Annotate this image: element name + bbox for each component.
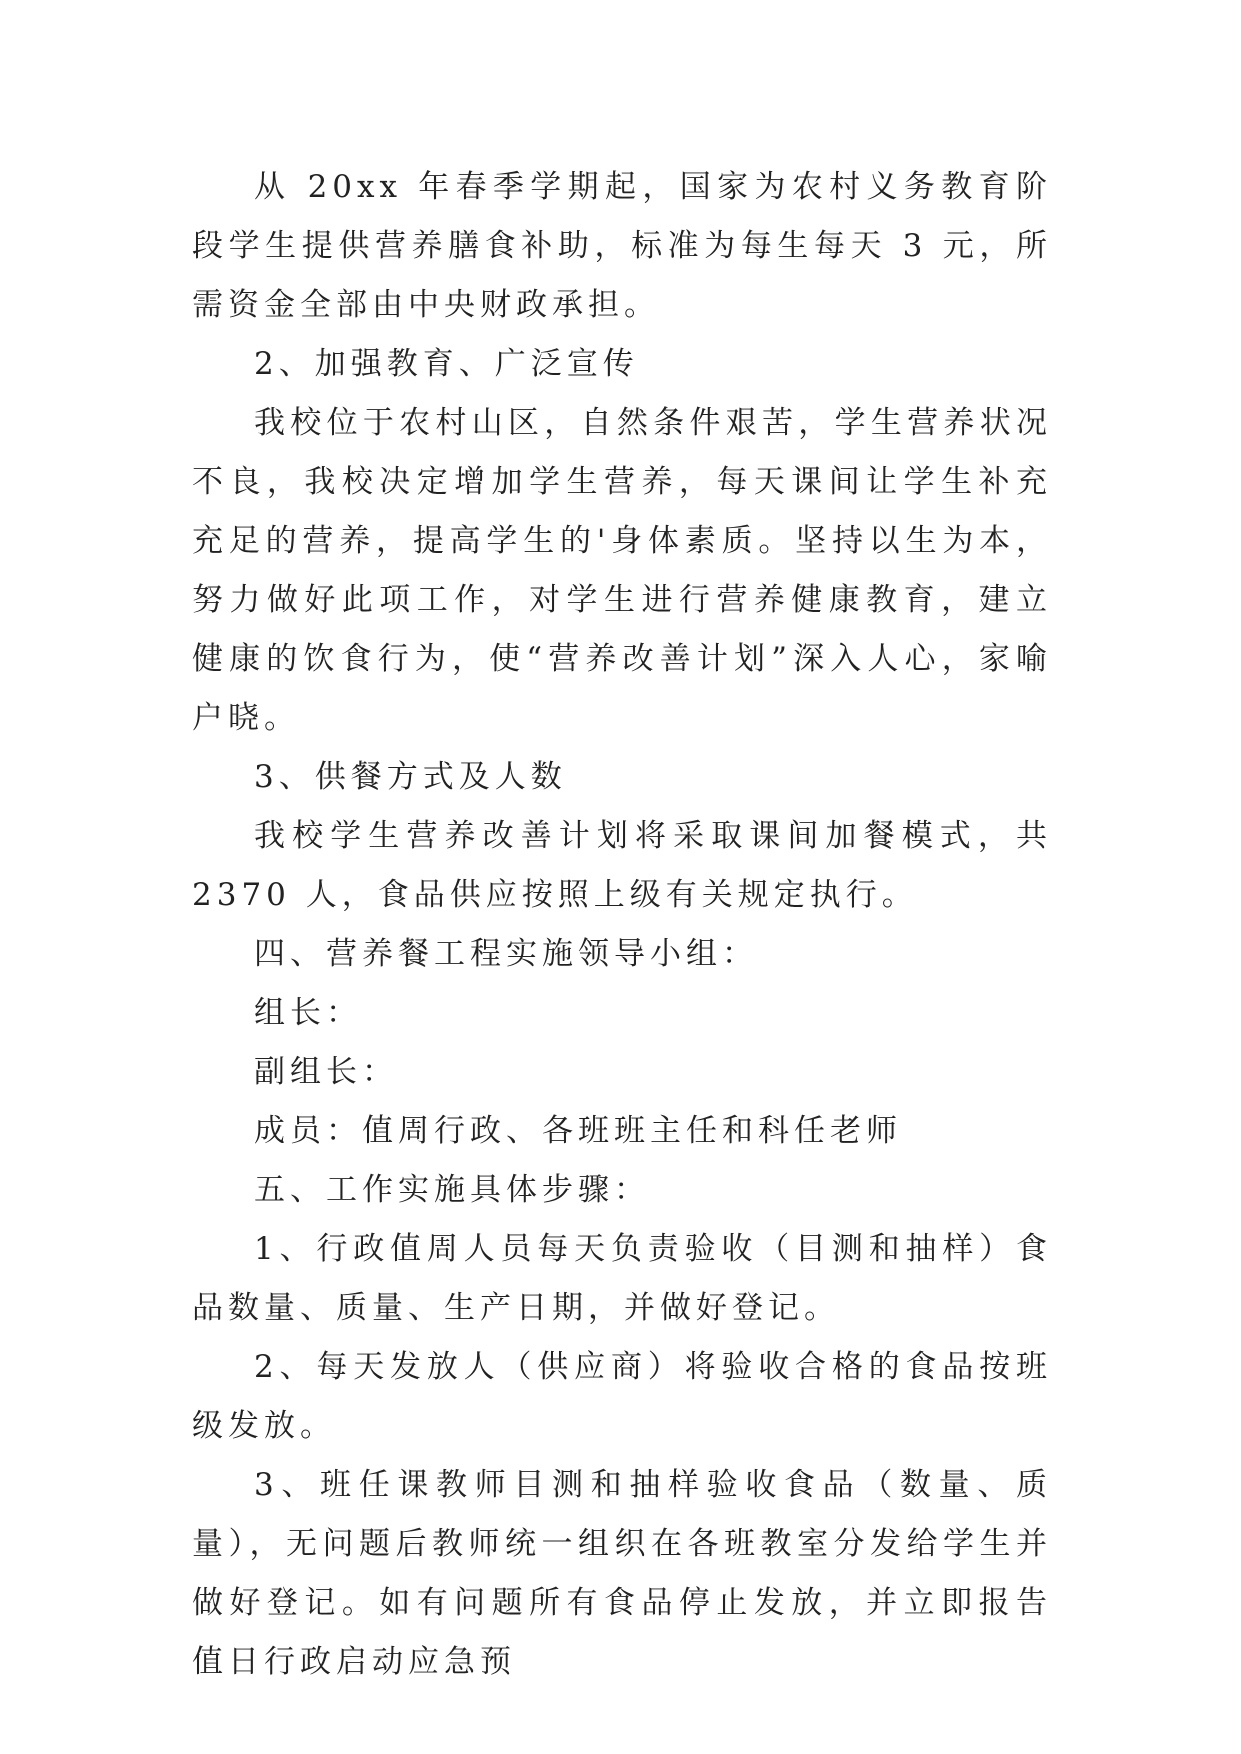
step-1-inspection: 1、行政值周人员每天负责验收（目测和抽样）食品数量、质量、生产日期，并做好登记。 [192, 1231, 1052, 1326]
heading-implementation-steps: 五、工作实施具体步骤： [254, 1172, 650, 1208]
paragraph-subsidy-policy: 从 20xx 年春季学期起，国家为农村义务教育阶段学生提供营养膳食补助，标准为每生每天 3 元，所需资金全部由中央财政承担。 [192, 169, 1052, 323]
line-group-leader: 组长： [254, 995, 362, 1031]
step-2-distribution: 2、每天发放人（供应商）将验收合格的食品按班级发放。 [192, 1349, 1052, 1444]
heading-education-publicity: 2、加强教育、广泛宣传 [254, 346, 639, 382]
heading-meal-method: 3、供餐方式及人数 [254, 759, 567, 795]
document-body [192, 158, 1052, 1692]
line-deputy-leader: 副组长： [254, 1054, 398, 1090]
step-3-teacher-check: 3、班任课教师目测和抽样验收食品（数量、质量），无问题后教师统一组织在各班教室分发给学生并做好登记。如有问题所有食品停止发放，并立即报告值日行政启动应急预 [192, 1467, 1052, 1680]
paragraph-school-situation: 我校位于农村山区，自然条件艰苦，学生营养状况不良，我校决定增加学生营养，每天课间让学生补充充足的营养，提高学生的'身体素质。坚持以生为本，努力做好此项工作，对学生进行营养健康教育，建立健康的饮食行为，使“营养改善计划”深入人心，家喻户晓。 [192, 405, 1052, 736]
paragraph-meal-mode: 我校学生营养改善计划将采取课间加餐模式，共 2370 人，食品供应按照上级有关规定执行。 [192, 818, 1052, 913]
line-members: 成员：值周行政、各班班主任和科任老师 [254, 1113, 902, 1149]
heading-leadership-group: 四、营养餐工程实施领导小组： [254, 936, 758, 972]
